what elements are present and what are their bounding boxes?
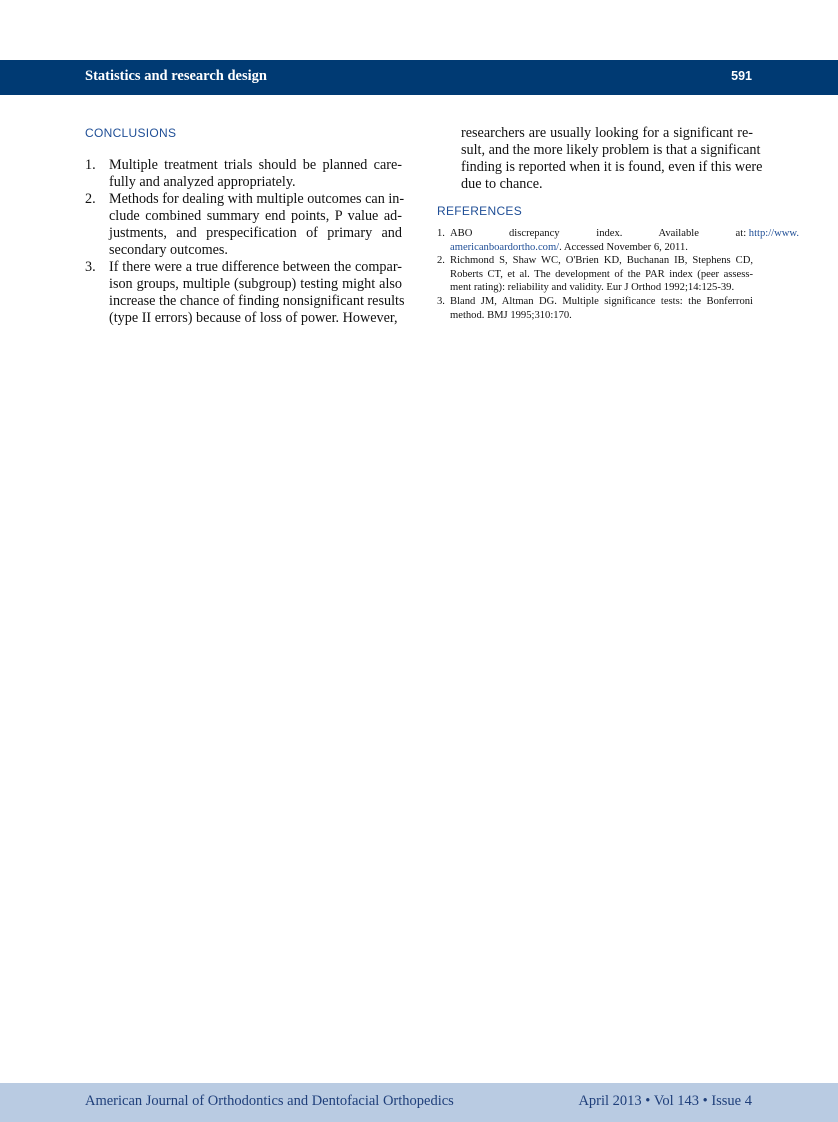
text-line: clude combined summary end points, P value ad- — [109, 208, 402, 224]
text-line: If there were a true difference between the compar- — [109, 259, 402, 275]
section-title: Statistics and research design — [85, 68, 267, 84]
reference-text: . Accessed November 6, 2011. — [559, 241, 688, 253]
reference-line — [450, 227, 800, 241]
item-number: 2. — [85, 191, 96, 207]
references-heading: REFERENCES — [437, 204, 523, 218]
text-line: ison groups, multiple (subgroup) testing might also — [109, 276, 402, 292]
running-header — [0, 60, 838, 95]
conclusion-item — [85, 157, 402, 191]
reference-number: 1. — [437, 228, 445, 239]
conclusion-item — [85, 259, 405, 327]
reference-text: ABO discrepancy index. Available at: — [450, 228, 747, 239]
reference-link[interactable]: americanboardortho.com/ — [450, 241, 560, 253]
text-line: Multiple treatment trials should be planned care- — [109, 157, 402, 173]
text-line: finding is reported when it is found, even if this were — [461, 159, 763, 175]
continuation-paragraph — [461, 125, 763, 193]
reference-item — [437, 227, 800, 254]
text-line: researchers are usually looking for a significant re- — [461, 125, 753, 141]
text-line: secondary outcomes. — [109, 242, 228, 258]
text-line: sult, and the more likely problem is that a significant — [461, 142, 761, 158]
text-line: increase the chance of finding nonsignificant results — [109, 293, 405, 309]
text-line: method. BMJ 1995;310:170. — [450, 309, 572, 321]
conclusions-heading: CONCLUSIONS — [85, 126, 177, 140]
conclusion-item — [85, 191, 405, 259]
references-list — [437, 227, 800, 322]
running-footer — [0, 1083, 838, 1122]
reference-line — [450, 241, 753, 255]
reference-number: 3. — [437, 295, 445, 307]
text-line: fully and analyzed appropriately. — [109, 174, 296, 190]
reference-item — [437, 295, 753, 322]
text-line: Bland JM, Altman DG. Multiple significance tests: the Bonferroni — [450, 295, 753, 307]
text-line: ment rating): reliability and validity. Eur J Orthod 1992;14:125-39. — [450, 282, 735, 294]
conclusions-list — [85, 157, 405, 327]
text-line: justments, and prespecification of primary and — [109, 225, 402, 241]
text-line: Richmond S, Shaw WC, O'Brien KD, Buchanan IB, Stephens CD, — [450, 255, 753, 267]
text-line: (type II errors) because of loss of power. However, — [109, 310, 398, 326]
reference-number: 2. — [437, 255, 445, 267]
issue-info: April 2013 • Vol 143 • Issue 4 — [578, 1093, 752, 1109]
text-line: Roberts CT, et al. The development of the PAR index (peer assess- — [450, 268, 753, 280]
reference-item — [437, 254, 753, 295]
journal-name: American Journal of Orthodontics and Dentofacial Orthopedics — [85, 1093, 454, 1109]
text-line: Methods for dealing with multiple outcomes can in- — [109, 191, 405, 207]
item-number: 3. — [85, 259, 96, 275]
page-number: 591 — [731, 69, 752, 83]
reference-link[interactable]: http://www. — [748, 228, 800, 239]
item-number: 1. — [85, 157, 96, 173]
text-line: due to chance. — [461, 176, 543, 192]
